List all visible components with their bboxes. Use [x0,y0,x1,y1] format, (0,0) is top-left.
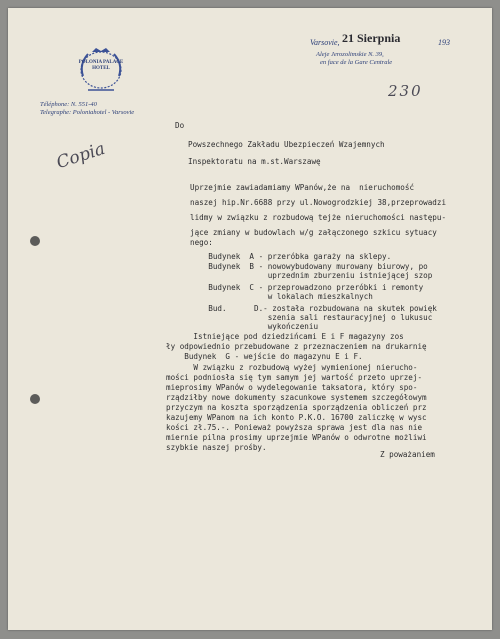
hotel-logo [70,46,132,98]
body-line: lidmy w związku z rozbudową tejże nieruchomości następu- [190,213,447,222]
telegraph-line: Telegraphe: Poloniahotel - Varsovie [40,109,135,116]
body-line: kości zł.75.-. Ponieważ powyższa sprawa jest dla nas nie [166,423,423,432]
body-line: Budynek G - wejście do magazynu E i F. [166,352,363,361]
body-line: mieprosimy WPanów o wydelegowanie taksatora, który spo- [166,383,418,392]
body-line: Bud. D.- została rozbudowana na skutek powięk [190,304,437,313]
letter-sheet [8,8,492,630]
body-line: kazujemy WPanom na ich konto P.K.O. 16700 zaliczkę w wysc [166,413,427,422]
date-year: 193 [438,38,450,47]
body-line: naszej hip.Nr.6688 przy ul.Nowogrodzkiej 38,przeprowadzi [190,198,447,207]
date-day-month: 21 Sierpnia [342,31,401,45]
hotel-name: POLONIA PALACE HOTEL [78,60,124,71]
address-line-2: en face de la Gare Centrale [320,59,393,66]
body-line: rządziłby nowe dokumenty szacunkowe systemem szczegółowym [166,393,427,402]
body-line: jące zmiany w budowlach w/g załączonego szkicu sytuacy [190,228,437,237]
telephone-line: Téléphone: N. 551-40 [40,101,97,108]
body-line: Budynek C - przeprowadzono przeróbki i remonty [190,283,424,292]
margin-note: Copia [54,138,108,174]
recipient-line-3: Inspektoratu na m.st.Warszawę [188,157,321,166]
address-line: Aleje Jerozolimskie N. 39, [316,51,384,58]
body-line: miernie pilna prosimy uprzejmie WPanów o odwrotne możliwi [166,433,427,442]
body-line: przyczym na koszta sporządzenia sporządzenia obliczeń prz [166,403,427,412]
body-line: Istniejące pod dziedzińcami E i F magazyny zos [166,332,404,341]
body-line: Uprzejmie zawiadamiamy WPanów,że na nieruchomość [190,183,415,192]
punch-hole-bottom [30,394,40,404]
recipient-line-2: Powszechnego Zakładu Ubezpieczeń Wzajemnych [188,140,385,149]
punch-hole-top [30,236,40,246]
closing: Z poważaniem [380,450,435,459]
body-line: Budynek A - przeróbka garaży na sklepy. [190,252,392,261]
body-line: mości podniosła się tym samym jej wartość przeto uprzej- [166,373,423,382]
body-line: w lokalach mieszkalnych [190,292,373,301]
body-line: uprzednim zburzeniu istniejącej szop [190,271,433,280]
body-line: ły odpowiednio przebudowane z przeznaczeniem na drukarnię [166,342,427,351]
body-line: szybkie naszej prośby. [166,443,267,452]
body-line: szenia sali restauracyjnej o lukusuc [190,313,433,322]
body-line: wykończeniu [190,322,319,331]
handwritten-number: 230 [388,82,423,100]
body-line: Budynek B - nowowybudowany murowany biurowy, po [190,262,428,271]
body-line: nego: [190,238,213,247]
body-line: W związku z rozbudową wyżej wymienionej nierucho- [166,363,418,372]
recipient-line-1: Do [175,121,185,130]
place: Varsovie, [310,38,340,47]
